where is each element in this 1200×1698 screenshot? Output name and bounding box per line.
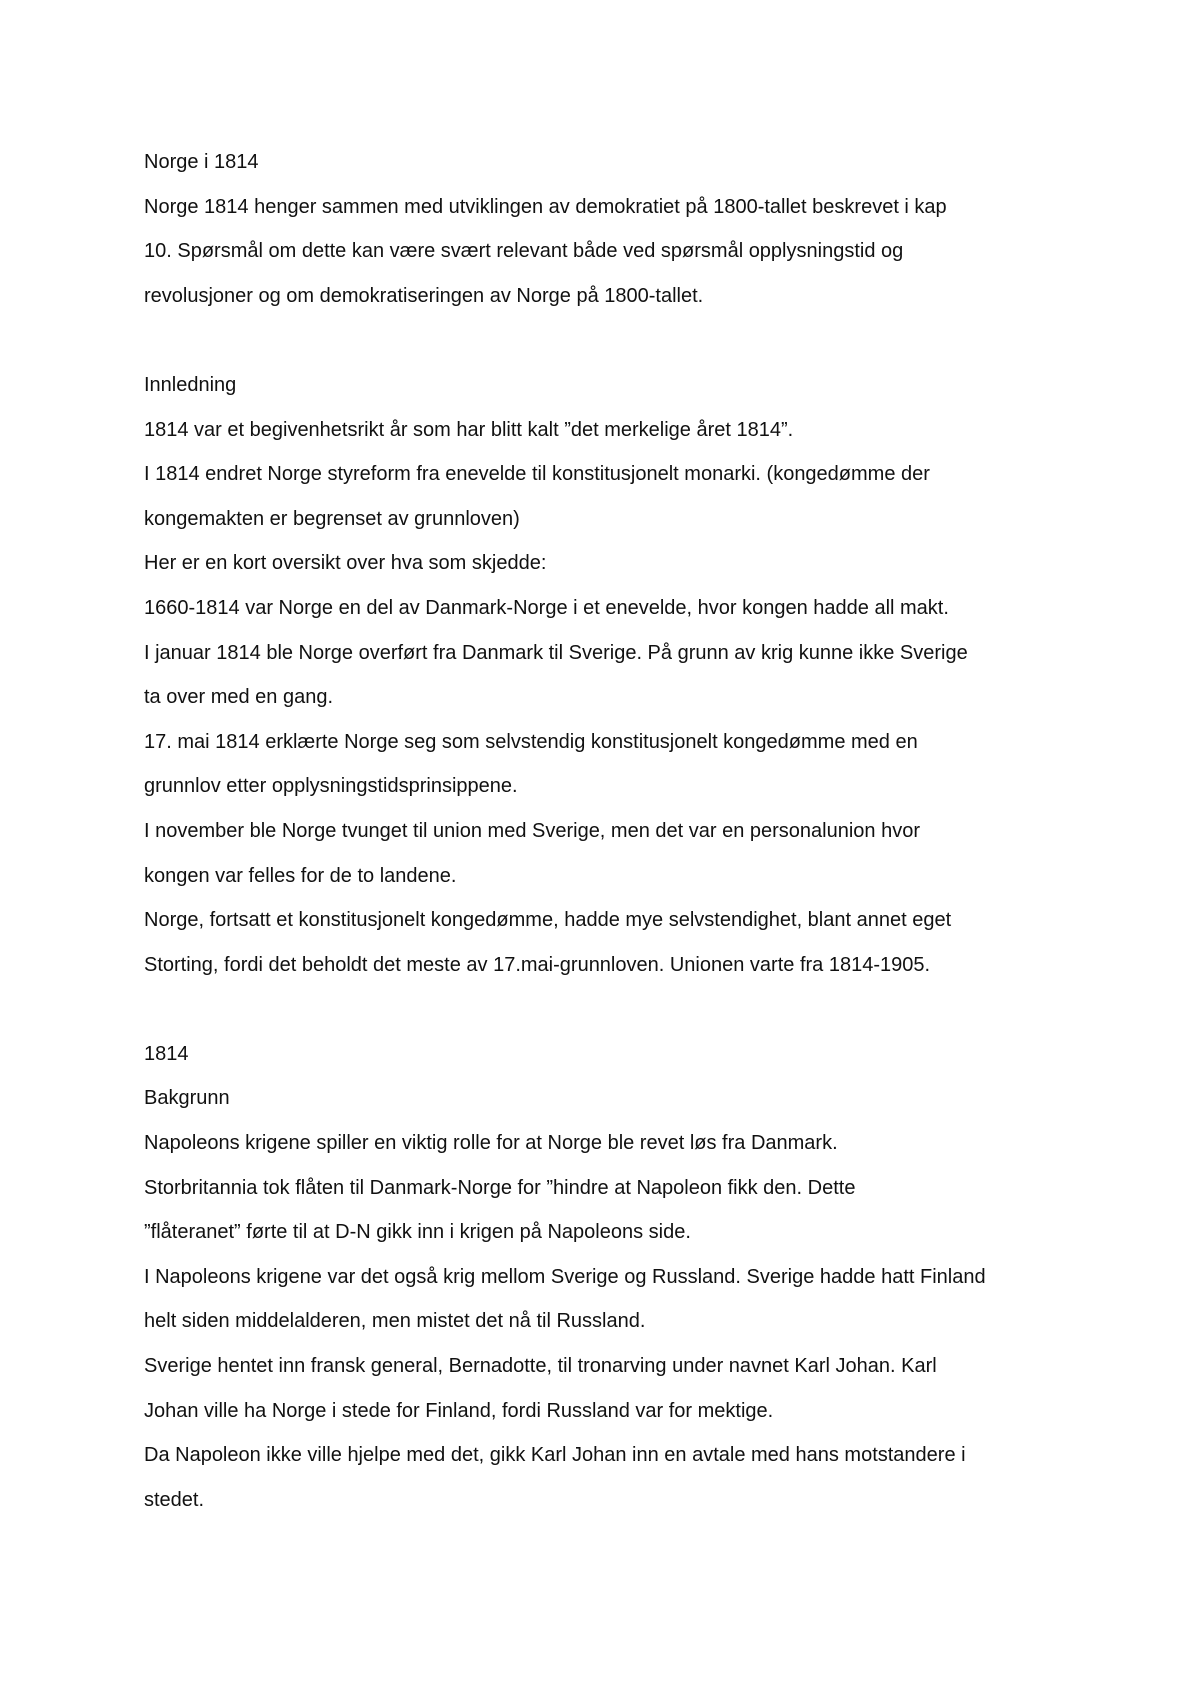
paragraph-line: stedet. — [144, 1488, 205, 1511]
blank-line — [144, 987, 1064, 1032]
paragraph-line: ta over med en gang. — [144, 686, 334, 709]
document-page — [144, 140, 1064, 1522]
paragraph-line: Napoleons krigene spiller en viktig rolle for at Norge ble revet løs fra Danmark. — [144, 1132, 838, 1155]
paragraph-line: 1814 var et begivenhetsrikt år som har blitt kalt ”det merkelige året 1814”. — [144, 418, 794, 441]
paragraph-line: Johan ville ha Norge i stede for Finland, fordi Russland var for mektige. — [144, 1399, 774, 1422]
blank-line — [144, 318, 1064, 363]
paragraph-line: I 1814 endret Norge styreform fra enevelde til konstitusjonelt monarki. (kongedømme der — [144, 463, 930, 486]
paragraph-line: 17. mai 1814 erklærte Norge seg som selvstendig konstitusjonelt kongedømme med en — [144, 730, 918, 753]
section-heading: Norge i 1814 — [144, 151, 259, 173]
paragraph-line: Norge, fortsatt et konstitusjonelt kongedømme, hadde mye selvstendighet, blant annet eget — [144, 909, 952, 932]
paragraph-line: Norge 1814 henger sammen med utviklingen av demokratiet på 1800-tallet beskrevet i kap — [144, 195, 947, 218]
paragraph-line: kongen var felles for de to landene. — [144, 864, 457, 887]
paragraph-line: kongemakten er begrenset av grunnloven) — [144, 507, 520, 530]
paragraph-line: Her er en kort oversikt over hva som skjedde: — [144, 552, 547, 575]
paragraph-line: 1660-1814 var Norge en del av Danmark-Norge i et enevelde, hvor kongen hadde all makt. — [144, 596, 949, 619]
section-heading: 1814 — [144, 1042, 189, 1065]
paragraph-line: I Napoleons krigene var det også krig mellom Sverige og Russland. Sverige hadde hatt Finland — [144, 1265, 986, 1288]
paragraph-line: Da Napoleon ikke ville hjelpe med det, gikk Karl Johan inn en avtale med hans motstandere i — [144, 1444, 966, 1467]
paragraph-line: ”flåteranet” førte til at D-N gikk inn i krigen på Napoleons side. — [144, 1221, 691, 1244]
section-subheading: Bakgrunn — [144, 1087, 230, 1110]
paragraph-line: Sverige hentet inn fransk general, Bernadotte, til tronarving under navnet Karl Johan. Karl — [144, 1355, 937, 1378]
paragraph-line: I januar 1814 ble Norge overført fra Danmark til Sverige. På grunn av krig kunne ikke Sverige — [144, 641, 968, 664]
paragraph-line: helt siden middelalderen, men mistet det nå til Russland. — [144, 1310, 646, 1333]
paragraph-line: I november ble Norge tvunget til union med Sverige, men det var en personalunion hvor — [144, 819, 921, 842]
paragraph-line: 10. Spørsmål om dette kan være svært relevant både ved spørsmål opplysningstid og — [144, 240, 904, 263]
section-heading: Innledning — [144, 373, 237, 396]
paragraph-line: revolusjoner og om demokratiseringen av Norge på 1800-tallet. — [144, 284, 704, 307]
paragraph-line: Storting, fordi det beholdt det meste av 17.mai-grunnloven. Unionen varte fra 1814-1905. — [144, 953, 931, 976]
paragraph-line: grunnlov etter opplysningstidsprinsippene. — [144, 775, 518, 798]
paragraph-line: Storbritannia tok flåten til Danmark-Norge for ”hindre at Napoleon fikk den. Dette — [144, 1176, 856, 1199]
